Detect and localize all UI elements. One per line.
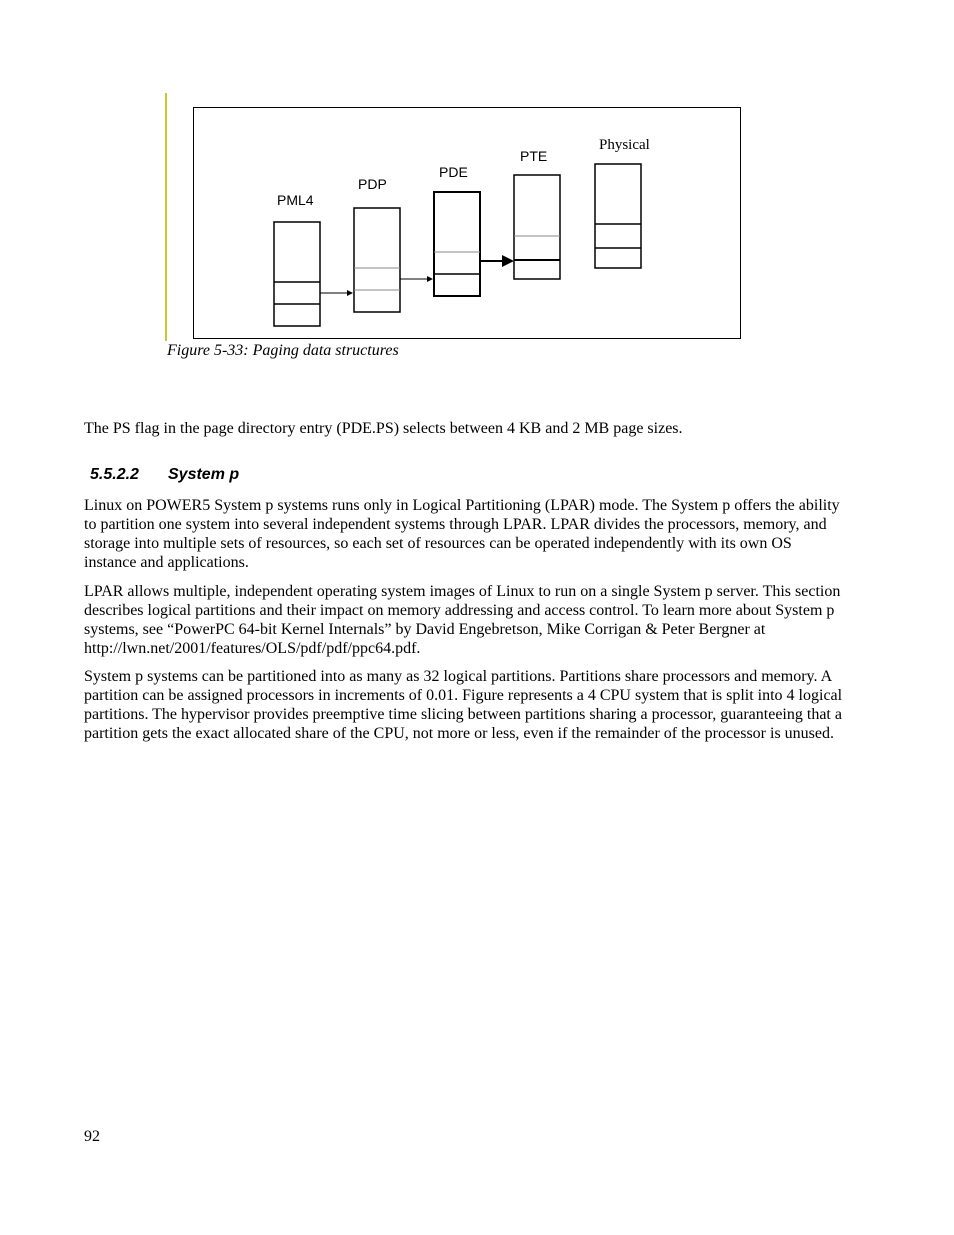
- figure-caption: Figure 5-33: Paging data structures: [167, 342, 399, 359]
- pde-label: PDE: [439, 164, 468, 180]
- paging-figure: [193, 107, 741, 339]
- pml4-table: [274, 222, 320, 326]
- paragraph-lpar-images: LPAR allows multiple, independent operating system images of Linux to run on a single System p server. This section describes logical partitions and their impact on memory addressing and access control. To learn more about System p systems, see “PowerPC 64-bit Kernel Internals” by David Engebretson, Mike Corrigan & Peter Bergner at http://lwn.net/2001/features/OLS/pdf/pdf/ppc64.pdf.: [84, 583, 841, 657]
- section-title: System p: [168, 466, 240, 483]
- paragraph-partitions: System p systems can be partitioned into as many as 32 logical partitions. Partitions share processors and memory. A partition can be assigned processors in increments of 0.01. Figure represents a 4 CPU system that is split into 4 logical partitions. The hypervisor provides preemptive time slicing between partitions sharing a processor, guaranteeing that a partition gets the exact allocated share of the CPU, not more or less, even if the remainder of the processor is unused.: [84, 668, 843, 742]
- ps-flag-paragraph: The PS flag in the page directory entry (PDE.PS) selects between 4 KB and 2 MB page sizes.: [84, 420, 683, 437]
- physical-table: [595, 164, 641, 268]
- page-number: 92: [84, 1128, 100, 1145]
- pte-label: PTE: [520, 148, 548, 164]
- pdp-label: PDP: [358, 176, 387, 192]
- section-heading: [90, 466, 239, 484]
- paragraph-lpar-mode: Linux on POWER5 System p systems runs only in Logical Partitioning (LPAR) mode. The System p offers the ability to partition one system into several independent systems through LPAR. LPAR divides the processors, memory, and storage into multiple sets of resources, so each set of resources can be operated independently with its own OS instance and applications.: [84, 497, 840, 571]
- physical-label: Physical: [599, 137, 650, 153]
- pte-table: [514, 175, 560, 279]
- change-bar: [165, 93, 167, 341]
- pdp-table: [354, 208, 400, 312]
- section-number: 5.5.2.2: [90, 466, 139, 483]
- paging-diagram: [194, 108, 742, 340]
- pde-table: [434, 192, 480, 296]
- pml4-label: PML4: [277, 192, 314, 208]
